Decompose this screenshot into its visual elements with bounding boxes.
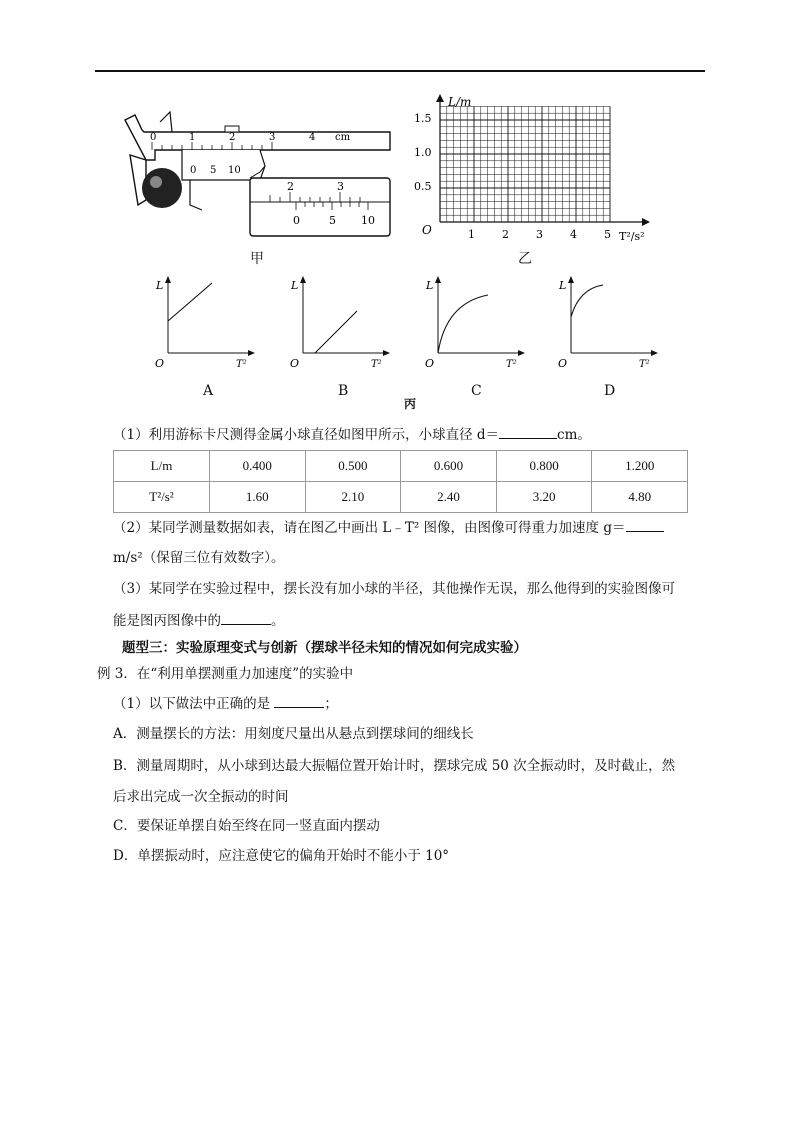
- example-q1: [113, 693, 338, 714]
- yi-x-tick-3: 3: [536, 228, 543, 241]
- table-cell: 1.60: [210, 482, 306, 513]
- example-title: 例 3．在“利用单摆测重力加速度”的实验中: [97, 666, 354, 682]
- q2-answer-blank[interactable]: [626, 517, 664, 532]
- option-c-letter: C: [471, 383, 482, 399]
- figure-jia-caliper: [110, 100, 400, 240]
- example-option-b: B．测量周期时，从小球到达最大振幅位置开始计时，摆球完成 50 次全振动时，及时截止，然: [113, 758, 676, 774]
- q3-text: 能是图丙图像中的: [113, 613, 221, 629]
- table-cell: 0.600: [401, 451, 497, 482]
- yi-x-tick-1: 1: [468, 228, 475, 241]
- yi-x-tick-2: 2: [502, 228, 509, 241]
- option-d-y-label: L: [559, 279, 567, 292]
- inset-vernier-tick-10: 10: [361, 214, 375, 227]
- table-cell: 0.800: [496, 451, 592, 482]
- q3-end: 。: [271, 613, 285, 629]
- option-b-origin: O: [290, 357, 300, 370]
- figure-yi-grid: [412, 92, 652, 252]
- option-a-letter: A: [203, 383, 214, 399]
- option-d-letter: D: [604, 383, 616, 399]
- vernier-tick-5: 5: [210, 165, 217, 176]
- table-cell: 0.500: [305, 451, 401, 482]
- graph-option-c: [420, 275, 530, 370]
- main-tick-0: 0: [150, 132, 157, 143]
- option-c-y-label: L: [426, 279, 434, 292]
- main-tick-3: 3: [269, 132, 276, 143]
- data-table: [113, 450, 688, 513]
- graph-option-b: [285, 275, 395, 370]
- table-cell: 3.20: [496, 482, 592, 513]
- main-unit: cm: [335, 132, 351, 143]
- option-a-origin: O: [155, 357, 165, 370]
- example-q1-end: ；: [324, 696, 338, 712]
- question-1: [113, 424, 591, 445]
- table-cell: 0.400: [210, 451, 306, 482]
- main-tick-4: 4: [309, 132, 316, 143]
- inset-main-tick-3: 3: [337, 180, 344, 193]
- q1-unit: cm。: [557, 427, 591, 443]
- table-cell: 2.40: [401, 482, 497, 513]
- option-b-x-label: T²: [371, 359, 382, 370]
- inset-main-tick-2: 2: [287, 180, 294, 193]
- example-option-a: A．测量摆长的方法：用刻度尺量出从悬点到摆球间的细线长: [113, 726, 474, 742]
- question-2-line1: [113, 517, 664, 538]
- q2-text: （2）某同学测量数据如表，请在图乙中画出 L﹣T² 图像，由图像可得重力加速度 g＝: [113, 520, 626, 536]
- option-d-x-label: T²: [639, 359, 650, 370]
- yi-origin: O: [422, 223, 432, 237]
- figure-bing-label: 丙: [404, 397, 417, 411]
- example-option-b-cont: 后求出完成一次全振动的时间: [113, 789, 289, 805]
- question-2-line2: m/s²（保留三位有效数字）。: [113, 550, 285, 566]
- option-a-y-label: L: [156, 279, 164, 292]
- table-cell: 4.80: [592, 482, 688, 513]
- section-title: 题型三：实验原理变式与创新（摆球半径未知的情况如何完成实验）: [122, 640, 527, 656]
- main-tick-1: 1: [189, 132, 196, 143]
- figure-yi-label: 乙: [518, 251, 532, 267]
- example-q1-text: （1）以下做法中正确的是: [113, 696, 275, 712]
- yi-x-tick-4: 4: [570, 228, 577, 241]
- option-d-origin: O: [558, 357, 568, 370]
- q3-answer-blank[interactable]: [221, 610, 271, 625]
- option-c-x-label: T²: [506, 359, 517, 370]
- vernier-tick-10: 10: [228, 165, 241, 176]
- example-option-c: C．要保证单摆自始至终在同一竖直面内摆动: [113, 818, 380, 834]
- option-c-origin: O: [425, 357, 435, 370]
- vernier-tick-0: 0: [190, 165, 197, 176]
- option-a-x-label: T²: [236, 359, 247, 370]
- yi-y-tick-0.5: 0.5: [414, 180, 432, 193]
- yi-x-tick-5: 5: [604, 228, 611, 241]
- yi-x-axis-label: T²/s²: [619, 230, 645, 243]
- option-b-letter: B: [338, 383, 349, 399]
- figure-jia-label: 甲: [250, 251, 264, 267]
- yi-y-axis-label: L/m: [448, 95, 472, 109]
- header-rule: [95, 70, 705, 72]
- inset-vernier-tick-0: 0: [293, 214, 300, 227]
- table-cell: 2.10: [305, 482, 401, 513]
- table-cell: 1.200: [592, 451, 688, 482]
- main-tick-2: 2: [229, 132, 236, 143]
- table-row: [114, 451, 688, 482]
- table-head-t2: T²/s²: [114, 482, 210, 513]
- example-q1-answer-blank[interactable]: [274, 693, 324, 708]
- table-row: [114, 482, 688, 513]
- yi-y-tick-1.0: 1.0: [414, 146, 432, 159]
- graph-option-d: [553, 275, 663, 370]
- q1-text: （1）利用游标卡尺测得金属小球直径如图甲所示，小球直径 d＝: [113, 427, 500, 443]
- example-option-d: D．单摆振动时，应注意使它的偏角开始时不能小于 10°: [113, 848, 450, 864]
- inset-vernier-tick-5: 5: [329, 214, 336, 227]
- q1-answer-blank[interactable]: [499, 424, 557, 439]
- table-head-l: L/m: [114, 451, 210, 482]
- yi-y-tick-1.5: 1.5: [414, 112, 432, 125]
- graph-option-a: [150, 275, 260, 370]
- option-b-y-label: L: [291, 279, 299, 292]
- question-3-line1: （3）某同学在实验过程中，摆长没有加小球的半径，其他操作无误，那么他得到的实验图像可: [113, 581, 676, 597]
- question-3-line2: [113, 610, 285, 631]
